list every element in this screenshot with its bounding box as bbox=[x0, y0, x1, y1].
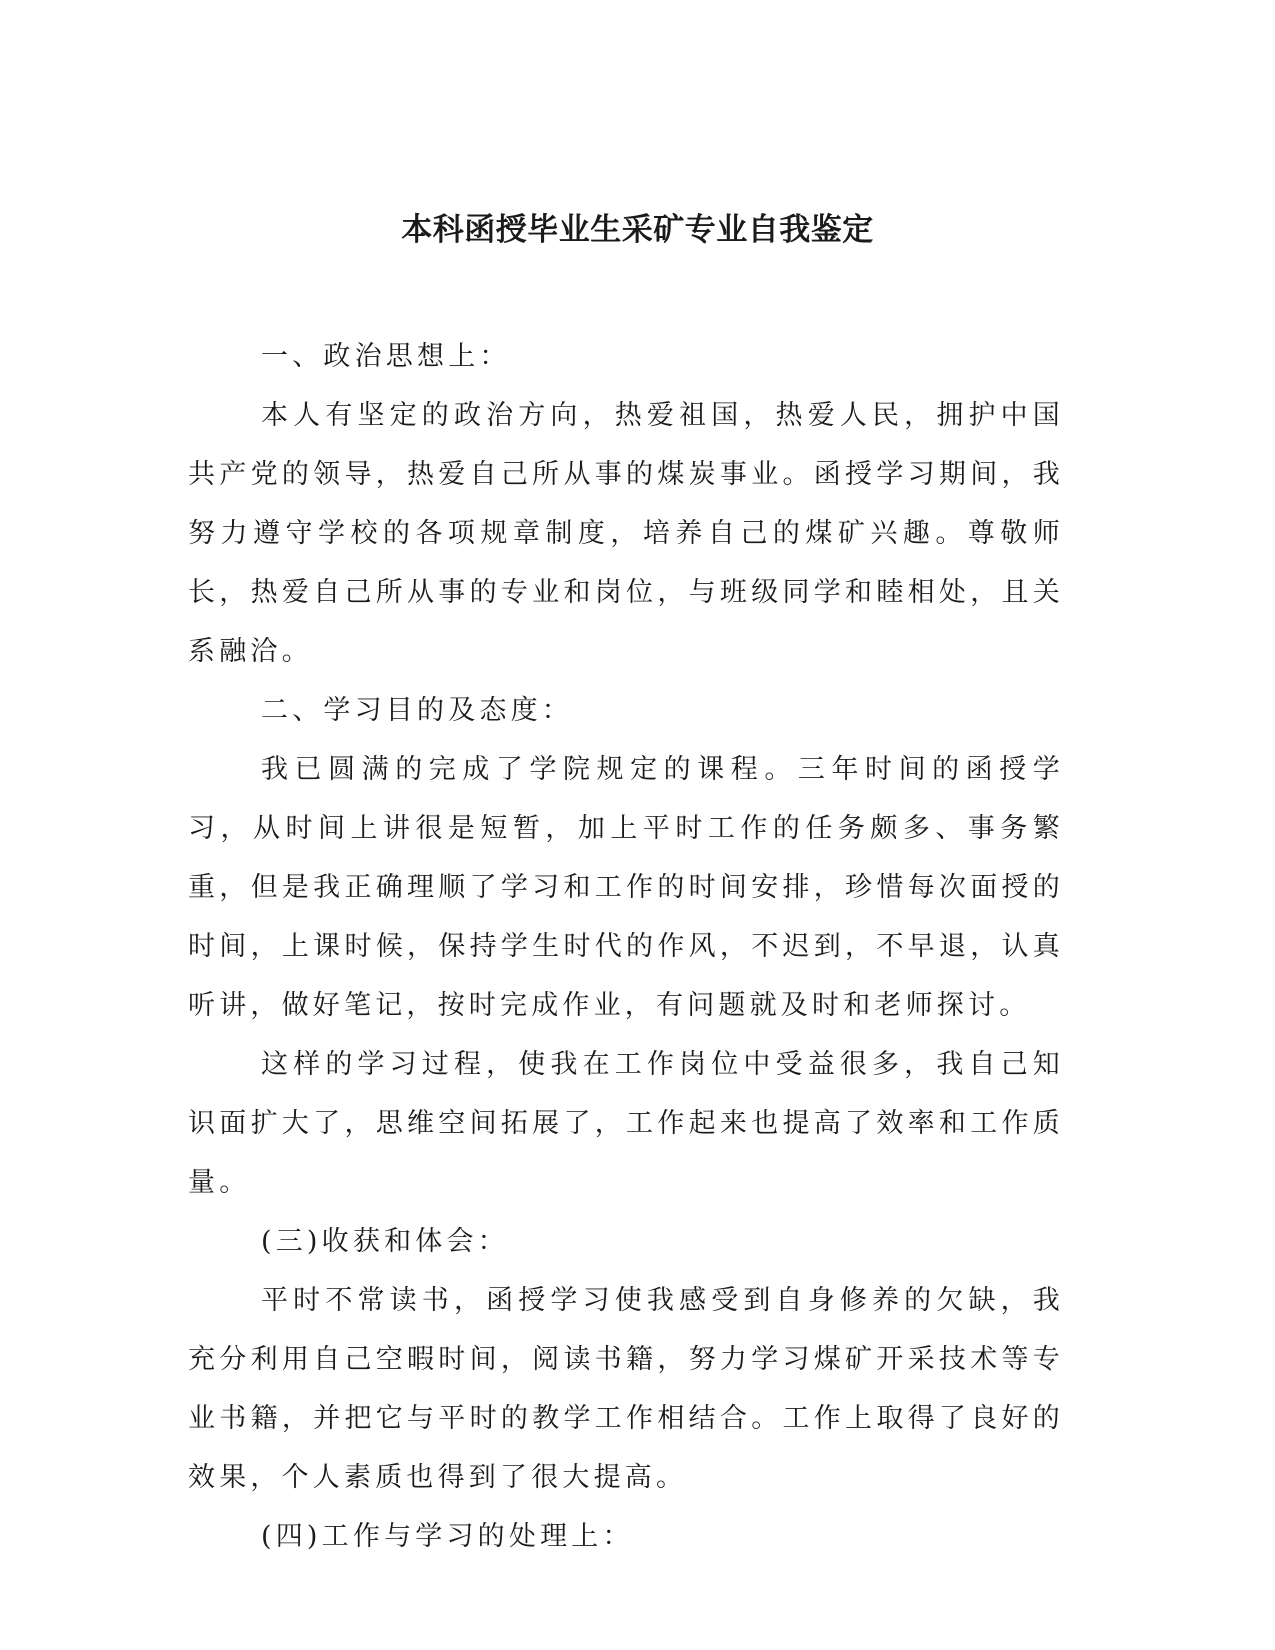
section-heading-politics: 一、政治思想上： bbox=[261, 341, 511, 372]
paragraph-gains: 平时不常读书，函授学习使我感受到自身修养的欠缺，我充分利用自己空暇时间，阅读书籍，努力学习煤矿开采技术等专业书籍，并把它与平时的教学工作相结合。工作上取得了良好的效果，个人素质也得到了很大提高。 bbox=[188, 1285, 1064, 1493]
document-body bbox=[188, 327, 1064, 1566]
document-title: 本科函授毕业生采矿专业自我鉴定 bbox=[401, 212, 874, 248]
paragraph-politics: 本人有坚定的政治方向，热爱祖国，热爱人民，拥护中国共产党的领导，热爱自己所从事的煤炭事业。函授学习期间，我努力遵守学校的各项规章制度，培养自己的煤矿兴趣。尊敬师长，热爱自己所从事的专业和岗位，与班级同学和睦相处，且关系融洽。 bbox=[188, 400, 1064, 667]
paragraph-study-attitude: 我已圆满的完成了学院规定的课程。三年时间的函授学习，从时间上讲很是短暂，加上平时工作的任务颇多、事务繁重，但是我正确理顺了学习和工作的时间安排，珍惜每次面授的时间，上课时候，保持学生时代的作风，不迟到，不早退，认真听讲，做好笔记，按时完成作业，有问题就及时和老师探讨。 bbox=[188, 754, 1064, 1021]
section-heading-work-study: (四)工作与学习的处理上： bbox=[261, 1521, 634, 1552]
section-heading-study-attitude: 二、学习目的及态度： bbox=[261, 695, 573, 726]
paragraph-study-benefit: 这样的学习过程，使我在工作岗位中受益很多，我自己知识面扩大了，思维空间拓展了，工作起来也提高了效率和工作质量。 bbox=[188, 1049, 1064, 1198]
section-heading-gains: (三)收获和体会： bbox=[261, 1226, 509, 1257]
